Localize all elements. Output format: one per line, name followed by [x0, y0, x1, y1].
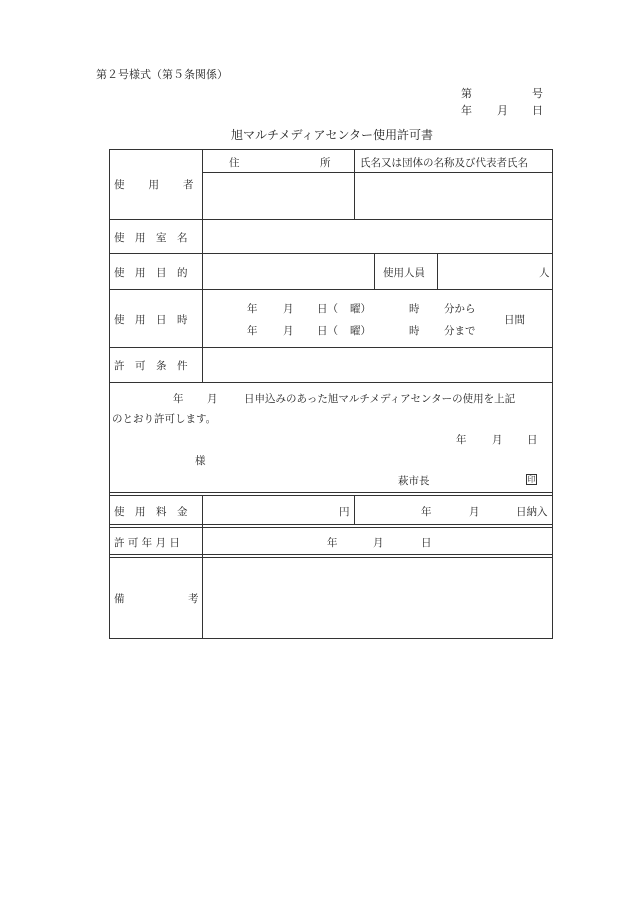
permit-date-day: 日	[421, 537, 432, 549]
perm-text-2: のとおり許可します。	[112, 413, 217, 425]
seal-mark: 印	[527, 475, 536, 484]
fee-label: 使 用 料 金	[114, 506, 188, 518]
perm-date-year: 年	[456, 434, 467, 446]
addressee-suffix: 様	[195, 455, 206, 467]
conditions-field[interactable]	[204, 349, 551, 381]
date-month: 月	[497, 104, 508, 117]
permit-date-label: 許 可 年 月 日	[114, 537, 180, 549]
purpose-label: 使 用 目 的	[114, 267, 188, 279]
remarks-label-1: 備	[114, 593, 125, 605]
dt-until-hour: 時	[409, 325, 420, 337]
room-label: 使 用 室 名	[114, 232, 188, 244]
perm-year: 年	[173, 393, 184, 405]
people-unit: 人	[539, 267, 550, 279]
dt-until-month: 月	[283, 325, 294, 337]
dt-until-year: 年	[247, 325, 258, 337]
fee-year: 年	[421, 506, 432, 518]
dt-from-weekday: 曜）	[350, 303, 371, 315]
remarks-label-2: 考	[188, 593, 199, 605]
dt-from-day: 日（	[317, 303, 338, 315]
datetime-label: 使 用 日 時	[114, 314, 188, 326]
room-field[interactable]	[204, 221, 551, 252]
dt-from-year: 年	[247, 303, 258, 315]
dt-until-weekday: 曜）	[350, 325, 371, 337]
date-year: 年	[461, 104, 472, 117]
dt-from-hour: 時	[409, 303, 420, 315]
number-prefix: 第	[461, 87, 472, 100]
dt-days: 日間	[504, 314, 525, 326]
people-label: 使用人員	[383, 267, 425, 279]
purpose-field[interactable]	[204, 255, 373, 288]
address-label-2: 所	[320, 157, 331, 169]
issuer-title: 萩市長	[398, 475, 430, 487]
dt-from-minute: 分から	[444, 303, 476, 315]
remarks-field[interactable]	[204, 559, 551, 637]
user-label: 使 用 者	[114, 179, 195, 191]
perm-date-month: 月	[492, 434, 503, 446]
permit-date-month: 月	[373, 537, 384, 549]
perm-text-1: 日申込みのあった旭マルチメディアセンターの使用を上記	[244, 393, 516, 405]
form-label: 第２号様式（第５条関係）	[96, 68, 228, 81]
perm-date-day: 日	[527, 434, 538, 446]
fee-amount-field[interactable]	[204, 497, 334, 523]
page-title: 旭マルチメディアセンター使用許可書	[231, 128, 433, 142]
fee-month: 月	[469, 506, 480, 518]
dt-from-month: 月	[283, 303, 294, 315]
permit-date-year: 年	[327, 537, 338, 549]
name-label: 氏名又は団体の名称及び代表者氏名	[360, 157, 528, 169]
address-label-1: 住	[229, 157, 240, 169]
dt-until-minute: 分まで	[444, 325, 476, 337]
date-day: 日	[532, 104, 543, 117]
number-suffix: 号	[532, 87, 543, 100]
fee-day-paid: 日納入	[516, 506, 548, 518]
perm-month: 月	[207, 393, 218, 405]
fee-yen: 円	[339, 506, 350, 518]
dt-until-day: 日（	[317, 325, 338, 337]
conditions-label: 許 可 条 件	[114, 360, 188, 372]
name-field[interactable]	[356, 174, 551, 218]
address-field[interactable]	[204, 174, 353, 218]
